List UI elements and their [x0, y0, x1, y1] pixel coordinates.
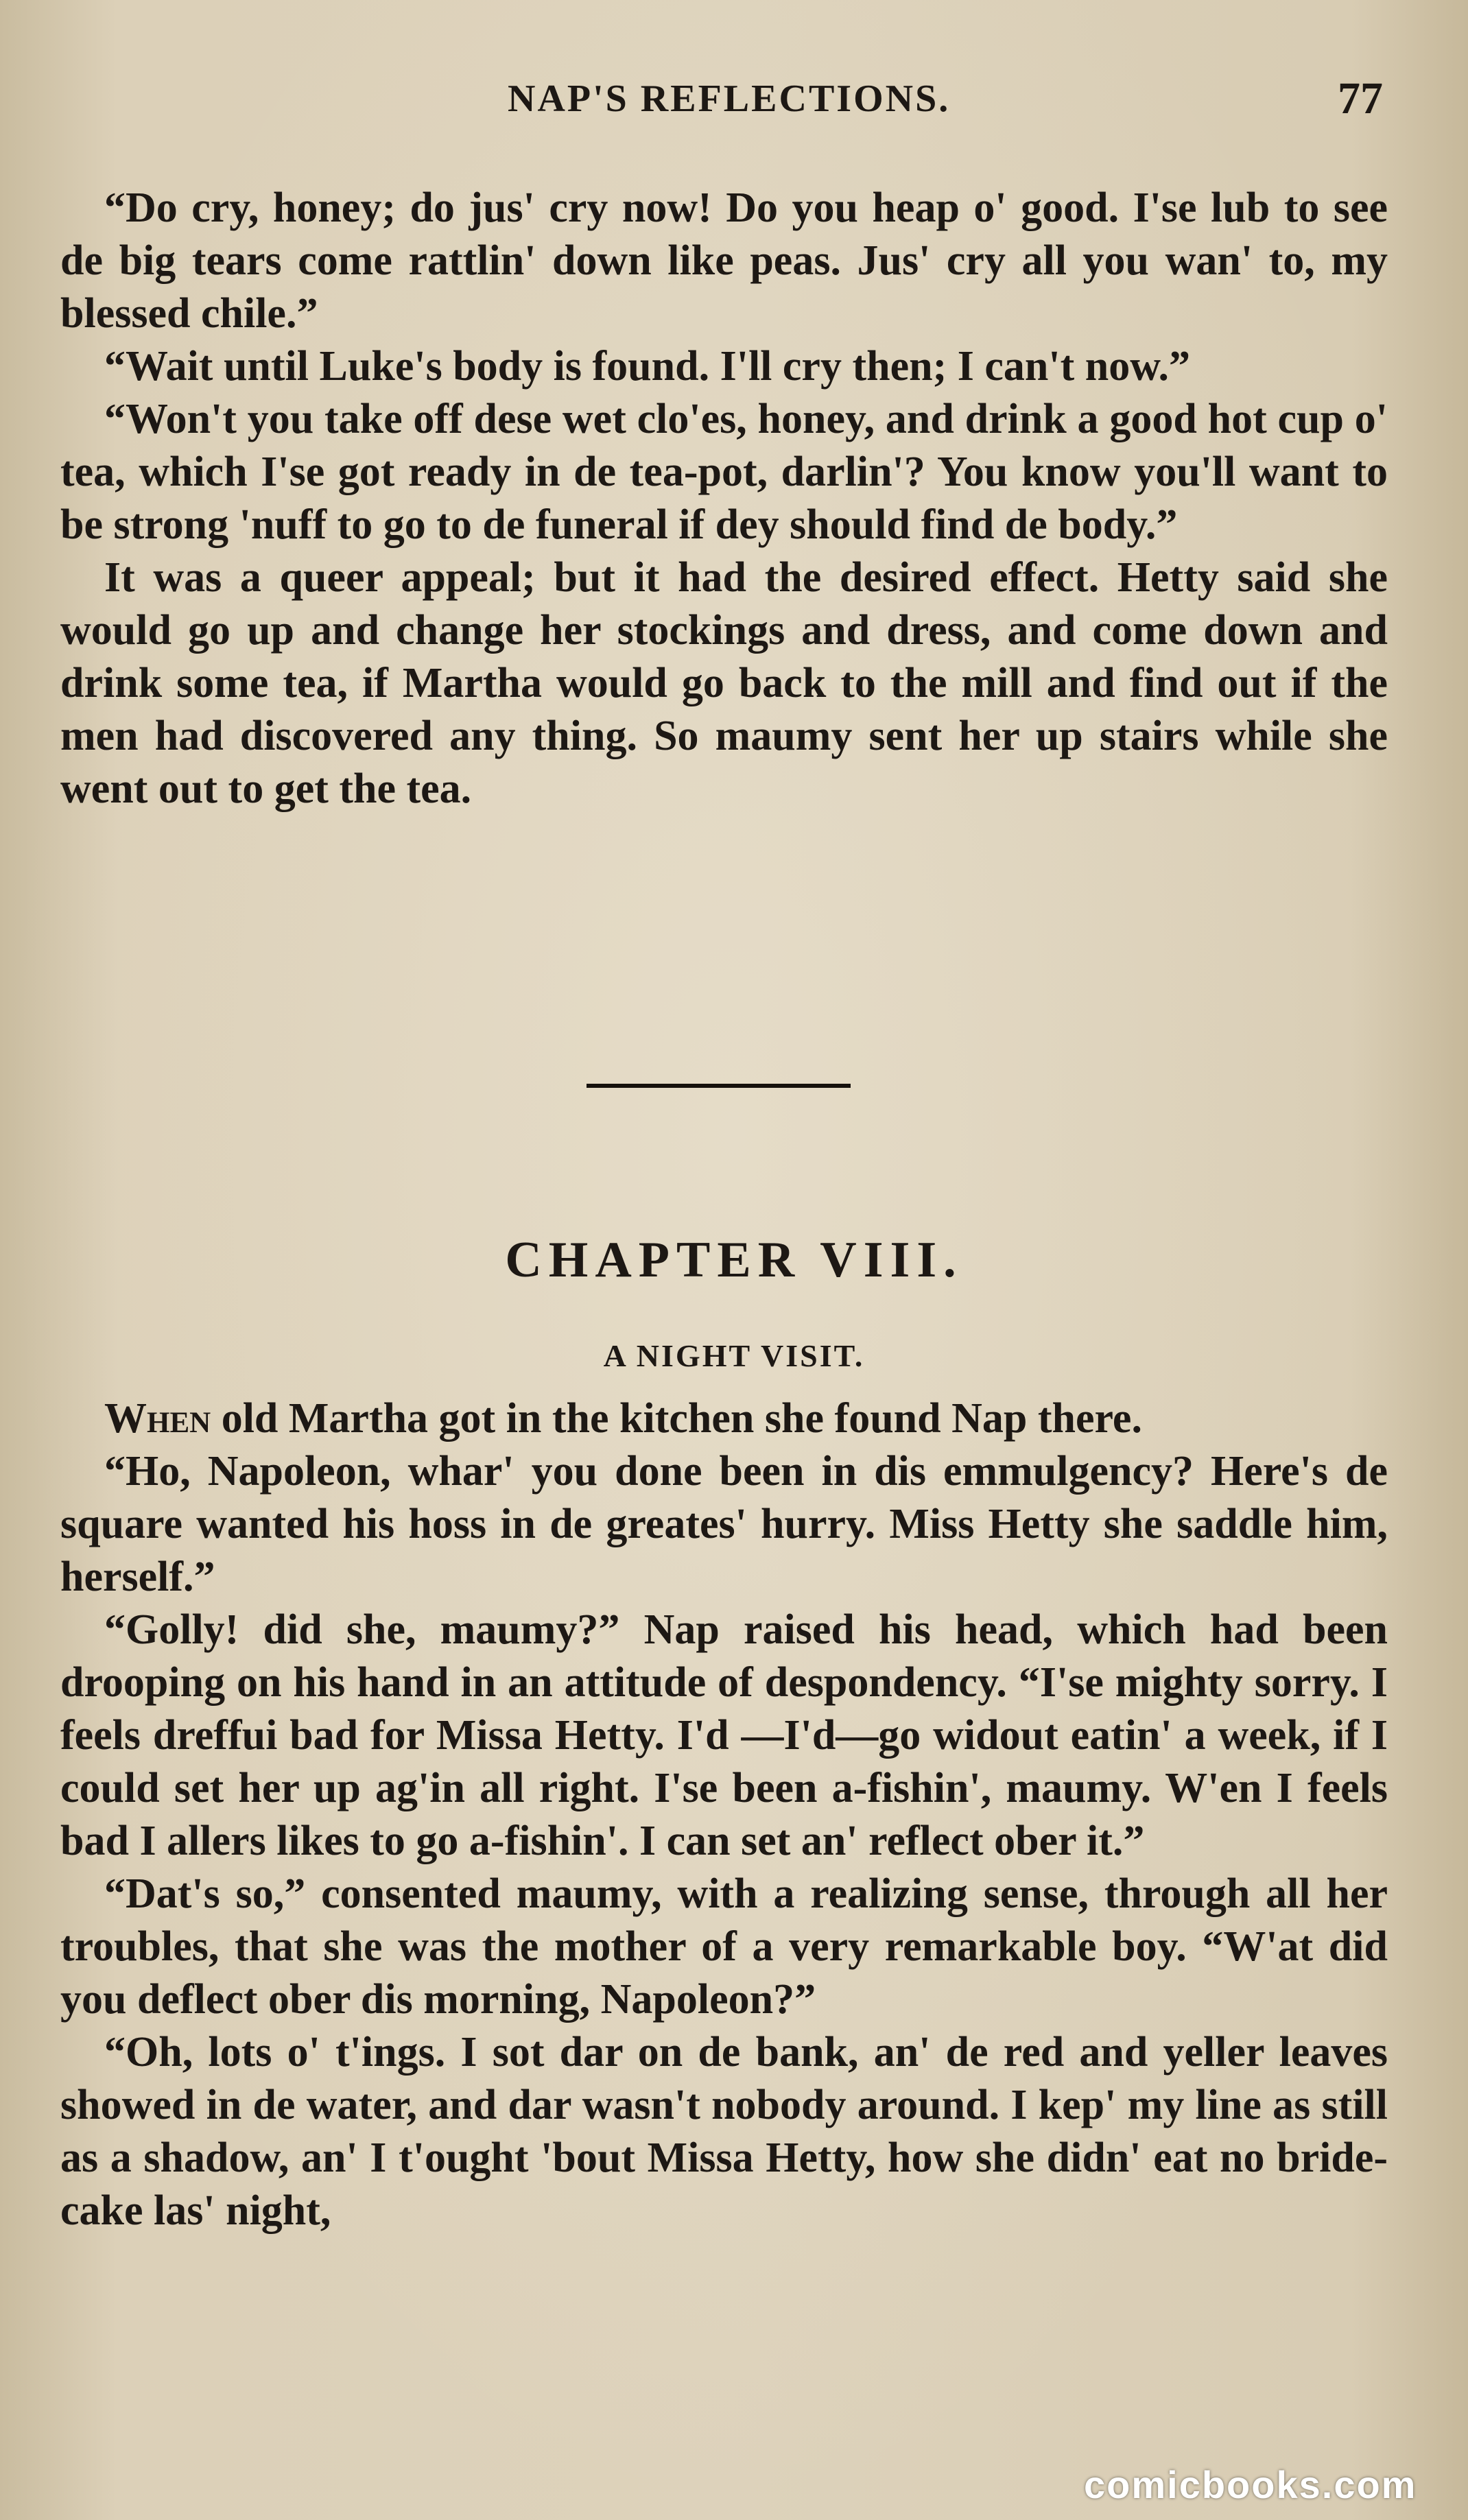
paragraph: “Dat's so,” consented maumy, with a realizing sense, through all her troubles, that she was the mother of a very remarkable boy. “W'at did you deflect ober dis morning, Napoleon?” — [60, 1870, 1388, 2023]
section-one — [60, 182, 1388, 816]
running-title: NAP'S REFLECTIONS. — [508, 78, 951, 120]
paragraph: “Oh, lots o' t'ings. I sot dar on de bank, an' de red and yeller leaves showed in de water, and dar wasn't nobody around. I kep' my line as still as a shadow, an' I t'ought 'bout Missa Hetty, how she didn' eat no bride-cake las' night, — [60, 2029, 1388, 2234]
paragraph: “Wait until Luke's body is found. I'll cry then; I can't now.” — [104, 343, 1191, 390]
page-number: 77 — [1338, 73, 1383, 123]
lead-word: When — [104, 1395, 211, 1442]
chapter-subheading: A NIGHT VISIT. — [603, 1338, 865, 1373]
running-head — [0, 73, 1468, 132]
chapter-heading: CHAPTER VIII. — [505, 1232, 963, 1288]
section-divider — [587, 1084, 851, 1088]
paragraph: “Won't you take off dese wet clo'es, honey, and drink a good hot cup o' tea, which I'se got ready in de tea-pot, darlin'? You know you'll want to be strong 'nuff to go to de funeral if dey should find de body.” — [60, 396, 1388, 548]
paragraph: It was a queer appeal; but it had the desired effect. Hetty said she would go up and change her stockings and dress, and come down and drink some tea, if Martha would go back to the mill and find out if the men had discovered any thing. So maumy sent her up stairs while she went out to get the tea. — [60, 554, 1388, 812]
section-two — [60, 1392, 1388, 2237]
paragraph: “Golly! did she, maumy?” Nap raised his head, which had been drooping on his hand in an attitude of despondency. “I'se mighty sorry. I feels dreffui bad for Missa Hetty. I'd —I'd—go widout eatin' a week, if I could set her up ag'in all right. I'se been a-fishin', maumy. W'en I feels bad I allers likes to go a-fishin'. I can set an' reflect ober it.” — [60, 1606, 1388, 1864]
paragraph-opening — [60, 1392, 1388, 1445]
paragraph: “Do cry, honey; do jus' cry now! Do you heap o' good. I'se lub to see de big tears come rattlin' down like peas. Jus' cry all you wan' to, my blessed chile.” — [60, 185, 1388, 337]
opening-text: old Martha got in the kitchen she found Nap there. — [211, 1395, 1142, 1442]
watermark: comicbooks.com — [1084, 2463, 1417, 2506]
paragraph: “Ho, Napoleon, whar' you done been in dis emmulgency? Here's de square wanted his hoss in de greates' hurry. Miss Hetty she saddle him, herself.” — [60, 1448, 1388, 1600]
